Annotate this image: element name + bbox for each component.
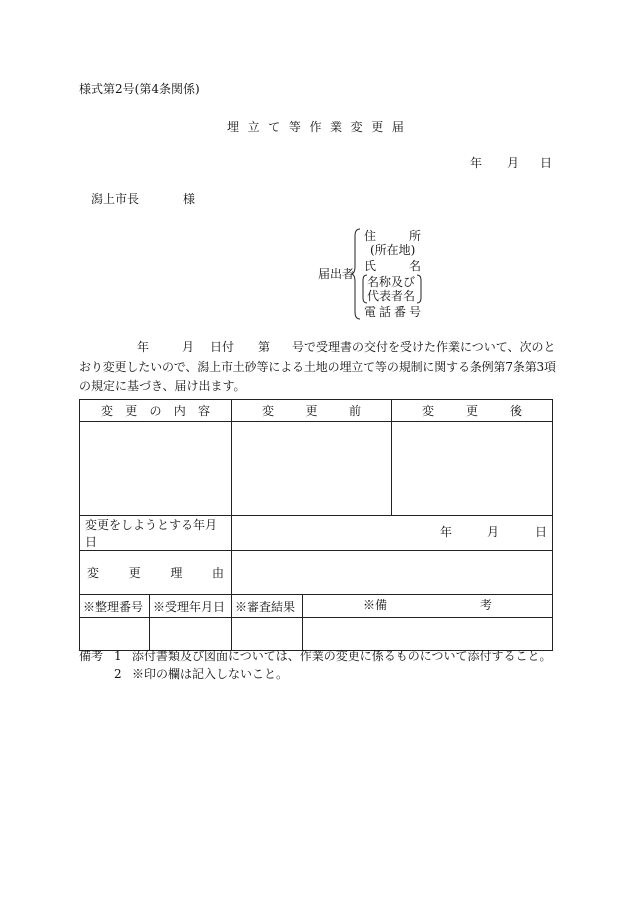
office-received-cell [150,618,232,651]
reason-value-cell[interactable] [232,551,553,595]
body-line-1: 年 月 日付 第 号で受理書の交付を受けた作業について、次のと [137,340,556,354]
reason-label: 変 更 理 由 [80,551,232,595]
date-month-label: 月 [507,156,520,170]
addressee-honorific: 様 [183,192,196,206]
note-1-text: 添付書類及び図面については、作業の変更に係るものについて添付すること。 [132,649,552,663]
addressee-name: 潟上市長 [91,192,140,206]
date-line [470,156,553,171]
body-line-2: おり変更したいので、潟上市土砂等による土地の埋立て等の規制に関する条例第7条第3項 [79,360,556,374]
corp-bracket-right-icon [416,274,422,304]
note-1-number: 1 [114,649,122,663]
office-number-header: ※整理番号 [80,595,150,618]
body-line-3: の規定に基づき、届け出ます。 [79,379,246,393]
applicant-corp-label-1: 名称及び [367,275,416,289]
applicant-corp-label-2: 代表者名 [367,289,416,303]
form-number-label: 様式第2号(第4条関係) [79,82,200,96]
table-header-row [80,400,553,422]
reason-row [80,551,553,595]
header-change-content: 変 更 の 内 容 [80,400,232,422]
office-header-row [80,595,553,618]
note-2-text: ※印の欄は記入しないこと。 [132,667,289,681]
header-after-change: 変 更 後 [392,400,553,422]
date-day-label: 日 [540,156,553,170]
change-form-table [79,399,553,651]
change-date-value-cell[interactable]: 年 月 日 [232,516,553,551]
change-content-cell[interactable] [80,422,232,516]
date-year-label: 年 [470,156,483,170]
header-before-change: 変 更 前 [232,400,392,422]
office-number-cell [80,618,150,651]
applicant-brace-icon [351,228,361,320]
office-result-cell [232,618,303,651]
before-change-cell[interactable] [232,422,392,516]
office-received-header: ※受理年月日 [150,595,232,618]
remarks-cell [303,618,553,651]
applicant-address-sub: (所在地) [370,243,416,257]
note-2-number: 2 [114,667,122,681]
applicant-phone-label: 電 話 番 号 [364,305,421,319]
document-title: 埋 立 て 等 作 業 変 更 届 [227,120,404,134]
remarks-header: ※備 考 [303,595,553,618]
applicant-label: 届出者 [318,267,355,281]
applicant-name-label: 氏 名 [364,259,421,273]
office-value-row [80,618,553,651]
change-date-label: 変更をしようとする年月日 [80,516,232,551]
after-change-cell[interactable] [392,422,553,516]
table-content-row [80,422,553,516]
notes-label: 備考 [79,649,104,663]
change-date-row [80,516,553,551]
office-result-header: ※審査結果 [232,595,303,618]
applicant-address-label: 住 所 [364,229,421,243]
